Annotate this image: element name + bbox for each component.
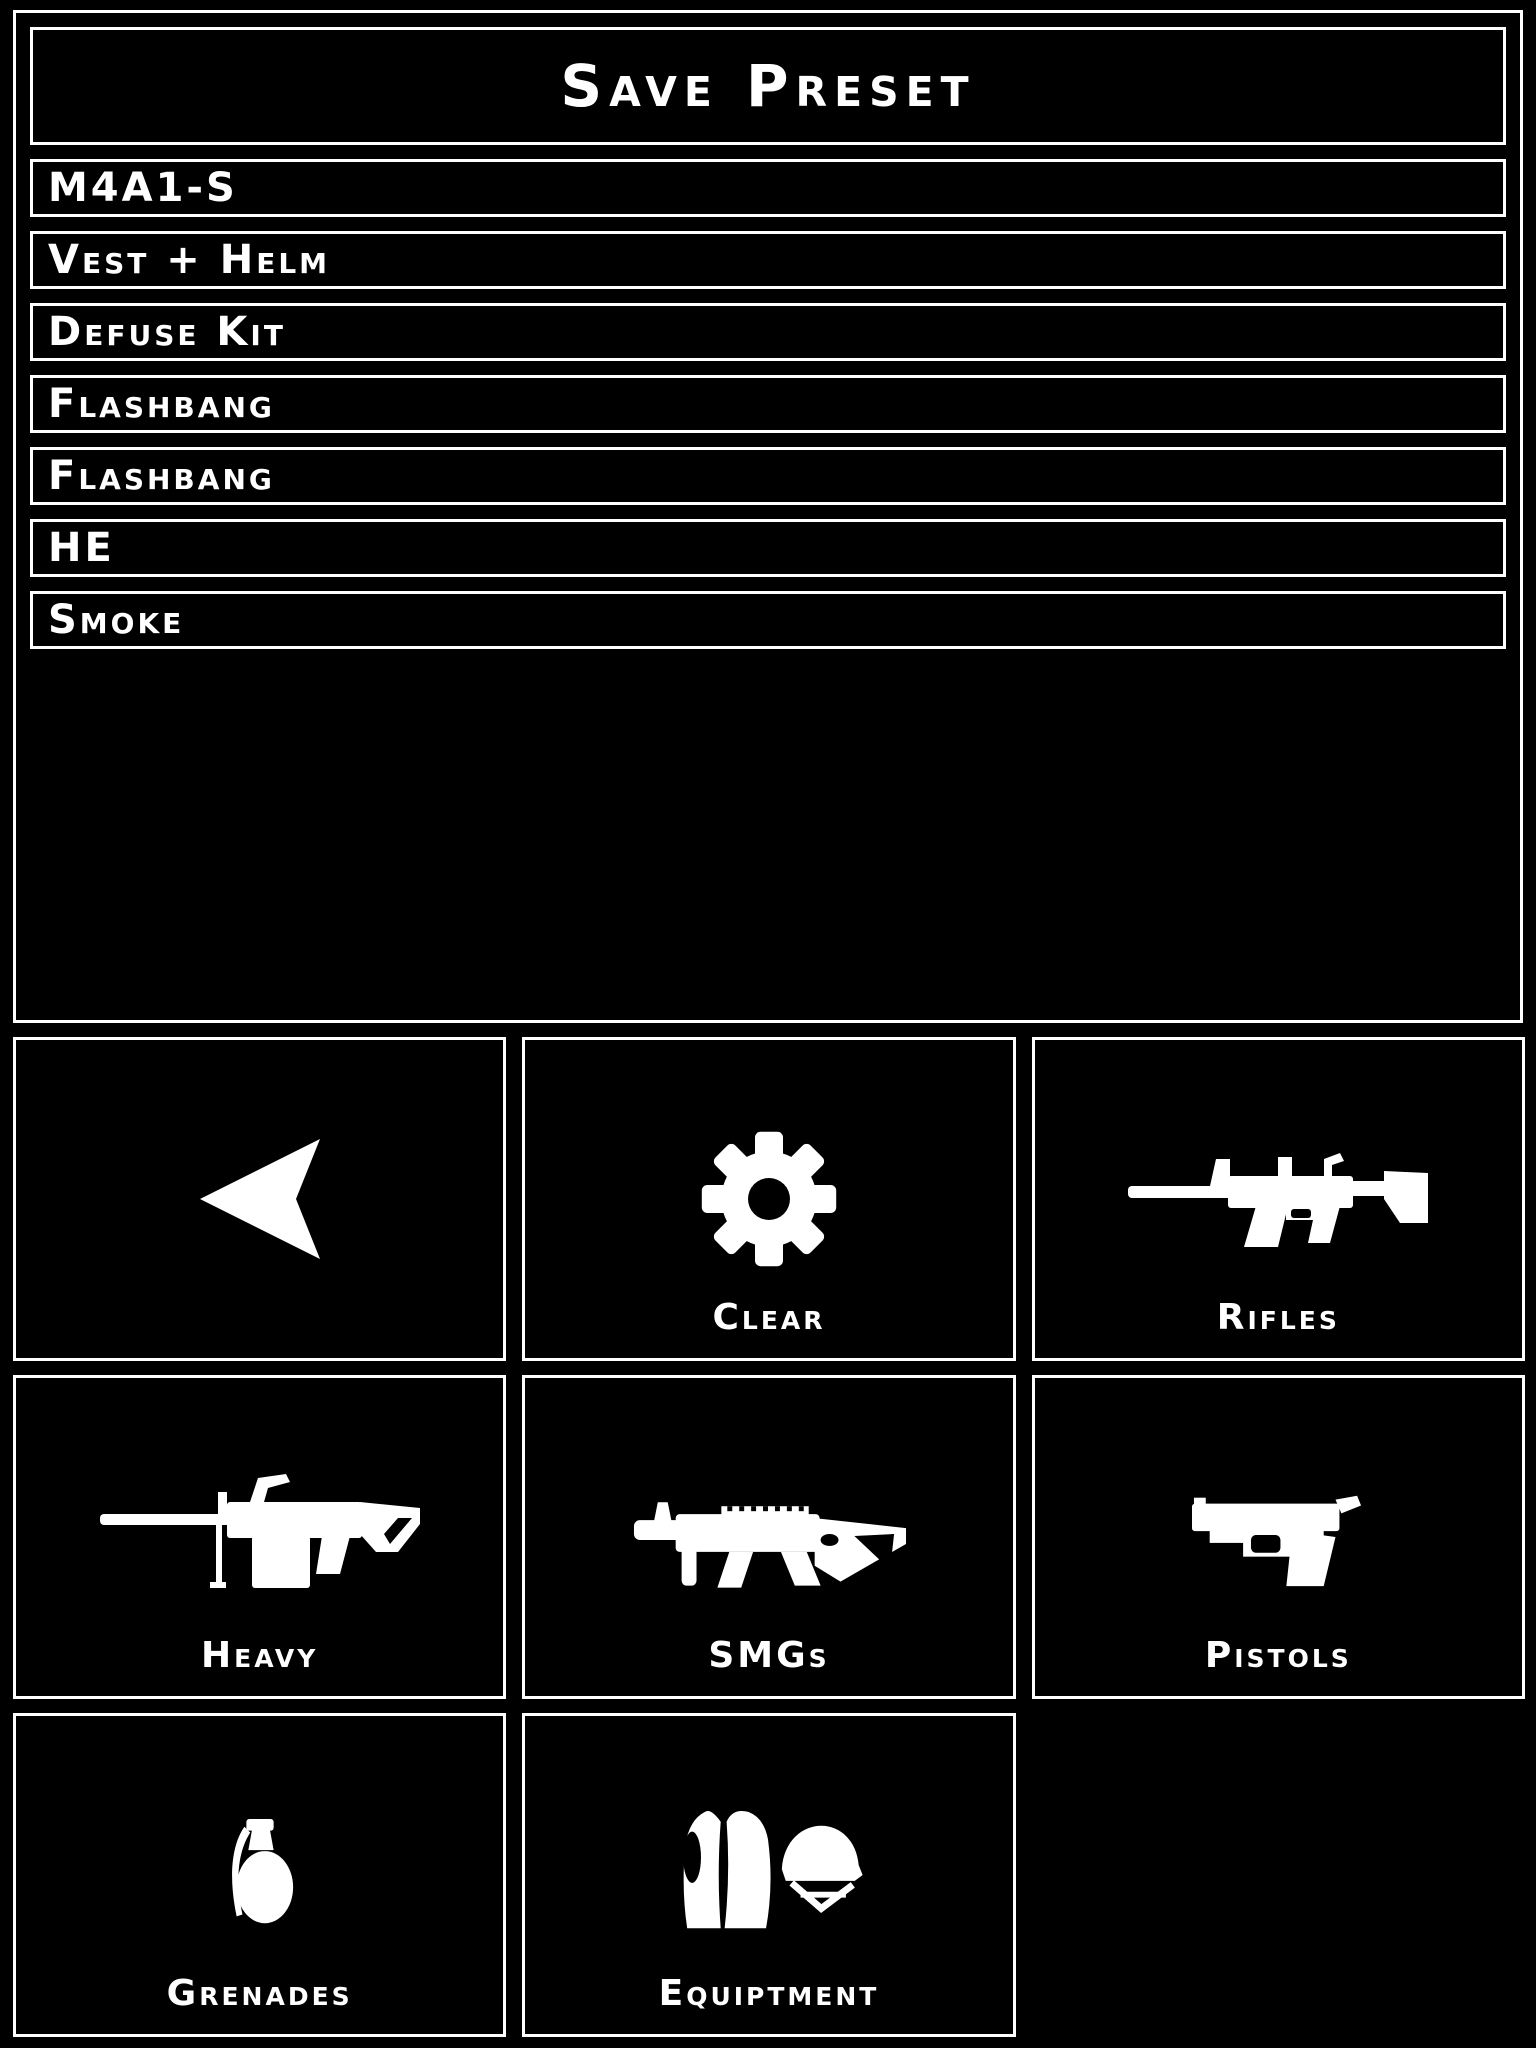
rifles-button[interactable] <box>1032 1037 1525 1361</box>
preset-slot-label: Vest + Helm <box>48 237 331 283</box>
preset-slot-label: Flashbang <box>48 381 275 427</box>
clear-button-label: Clear <box>712 1297 826 1338</box>
preset-slot-label: M4A1-S <box>48 165 238 211</box>
pistols-button-label: Pistols <box>1204 1635 1352 1676</box>
gear-icon <box>699 1129 839 1269</box>
preset-slot-primary[interactable] <box>30 159 1506 217</box>
preset-slot-grenade-1[interactable] <box>30 375 1506 433</box>
preset-slot-grenade-2[interactable] <box>30 447 1506 505</box>
empty-grid-cell <box>1032 1713 1525 2037</box>
back-button[interactable] <box>13 1037 506 1361</box>
rifle-icon <box>1128 1149 1428 1249</box>
preset-slot-label: HE <box>48 525 115 571</box>
equipment-button[interactable] <box>522 1713 1015 2037</box>
machine-gun-icon <box>100 1472 420 1602</box>
smgs-button[interactable] <box>522 1375 1015 1699</box>
rifles-button-label: Rifles <box>1216 1297 1340 1338</box>
page-title: Save Preset <box>560 52 976 120</box>
vest-helmet-icon <box>674 1806 864 1944</box>
smgs-button-label: SMGs <box>708 1635 830 1676</box>
smg-icon <box>630 1482 908 1592</box>
preset-slot-defuse[interactable] <box>30 303 1506 361</box>
clear-button[interactable] <box>522 1037 1015 1361</box>
back-arrow-icon <box>192 1139 327 1259</box>
grenade-icon <box>221 1819 299 1931</box>
equipment-button-label: Equiptment <box>658 1973 880 2014</box>
preset-slot-armor[interactable] <box>30 231 1506 289</box>
preset-slot-grenade-3[interactable] <box>30 519 1506 577</box>
heavy-button-label: Heavy <box>201 1635 319 1676</box>
grenades-button[interactable] <box>13 1713 506 2037</box>
category-grid <box>13 1037 1525 2037</box>
preset-slot-label: Defuse Kit <box>48 309 286 355</box>
pistols-button[interactable] <box>1032 1375 1525 1699</box>
preset-slot-label: Smoke <box>48 597 185 643</box>
title-box <box>30 27 1506 145</box>
pistol-icon <box>1192 1487 1364 1587</box>
grenades-button-label: Grenades <box>166 1973 353 2014</box>
preset-slot-grenade-4[interactable] <box>30 591 1506 649</box>
preset-panel <box>13 10 1523 1023</box>
heavy-button[interactable] <box>13 1375 506 1699</box>
preset-slot-label: Flashbang <box>48 453 275 499</box>
